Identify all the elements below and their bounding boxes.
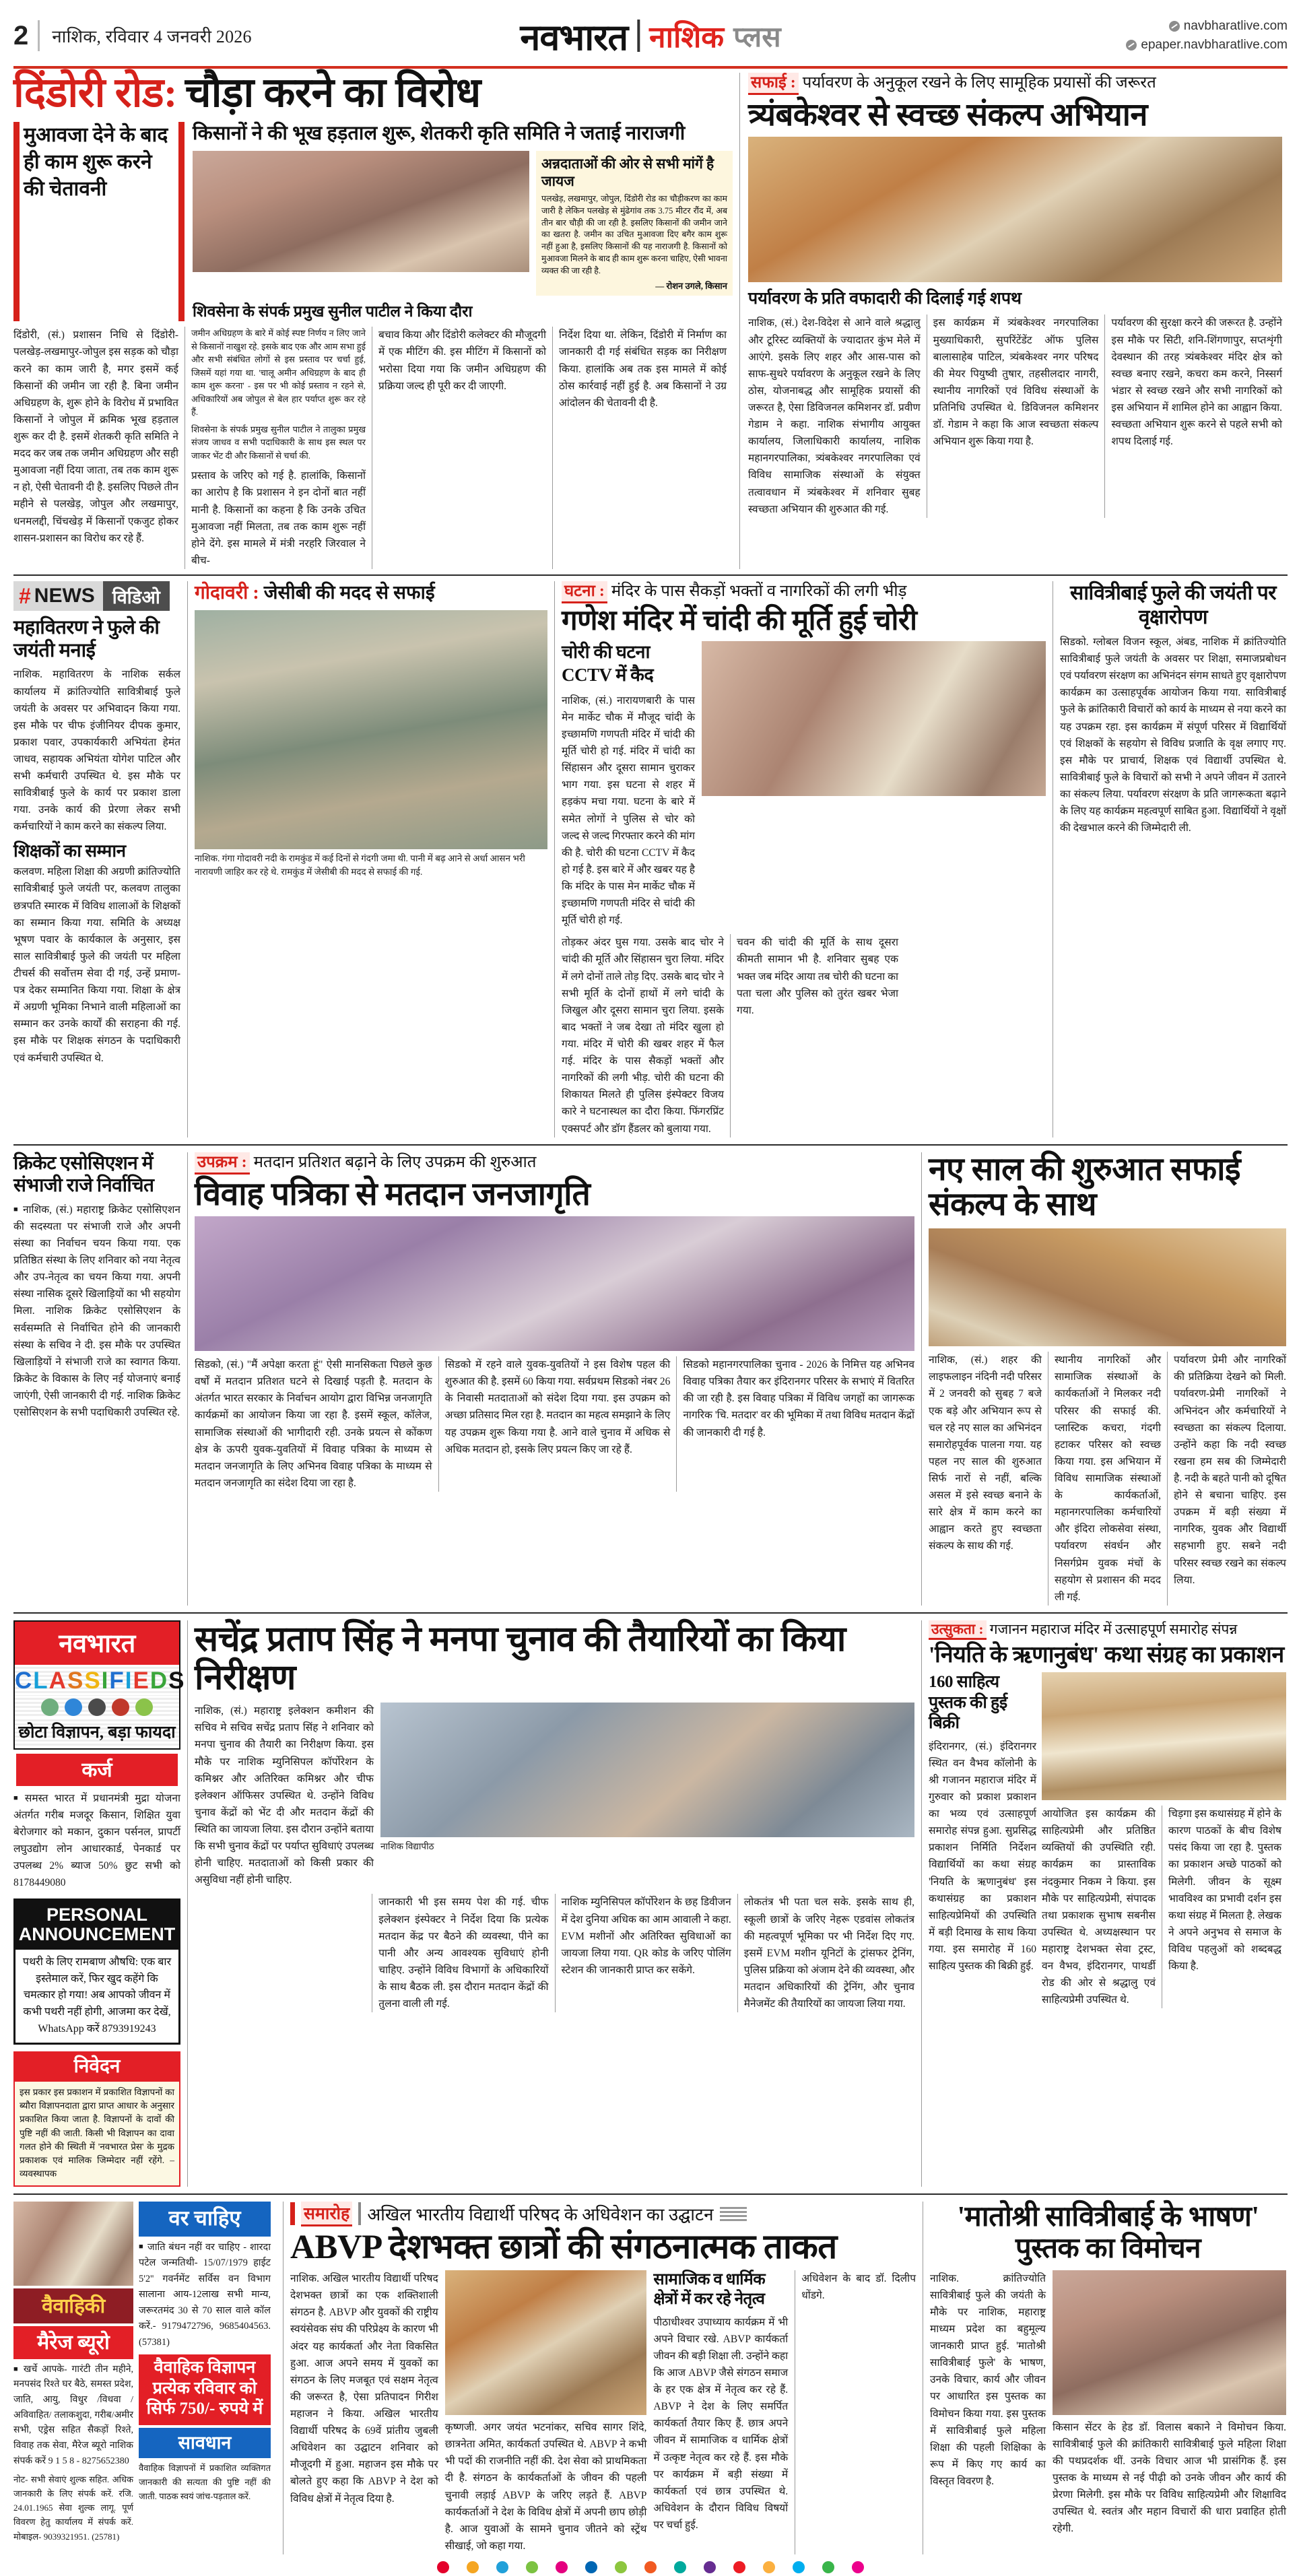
colour-dot bbox=[674, 2561, 686, 2573]
news-label: NEWS bbox=[34, 585, 95, 607]
sachendra-col-4-wrap bbox=[737, 1894, 914, 2012]
logo-nashik: नाशिक bbox=[649, 21, 725, 54]
ganesh-sidebar-wrap bbox=[562, 641, 695, 929]
savitribai-story bbox=[1053, 581, 1286, 1137]
logo-navbharat: नवभारत bbox=[520, 18, 628, 58]
colour-dot bbox=[467, 2561, 479, 2573]
classifieds-brand: नवभारत bbox=[15, 1622, 179, 1665]
classifieds-box bbox=[13, 1620, 186, 1750]
vivah-kicker-rest: मतदान प्रतिशत बढ़ाने के लिए उपक्रम की शुरुआत bbox=[253, 1153, 537, 1171]
ganesh-kicker-rest: मंदिर के पास सैकड़ों भक्तों व नागरिकों की लगी भीड़ bbox=[611, 583, 907, 601]
vivah-headline: विवाह पत्रिका से मतदान जनजागृति bbox=[195, 1176, 591, 1212]
godavari-kicker-tag: गोदावरी : bbox=[195, 583, 259, 604]
niyati-headline: 'नियति के ऋणानुबंध' कथा संग्रह का प्रकाशन bbox=[929, 1643, 1284, 1668]
warning-text: वैवाहिक विज्ञापनों में प्रकाशित व्यक्तिगत जानकारी की सत्यता की पुष्टि नहीं की जाती. पाठक स्वयं जांच-पड़ताल करें. bbox=[139, 2462, 271, 2501]
sachendra-col-2-wrap bbox=[372, 1894, 554, 2012]
trimbak-col-3 bbox=[1104, 315, 1282, 517]
lead-quote-credit: — रोशन उगले, किसान bbox=[655, 281, 727, 292]
trimbak-col-2 bbox=[927, 315, 1105, 517]
niyati-col-3: चिड़गा इस कथासंग्रह में होने के कारण पाठकों के बीच विशेष पसंद किया जा रहा है. पुस्तक का प्रकाशन अच्छे पाठकों को मिलेगी. जीवन के सूक्ष्म भावविश्व का प्रभावी दर्शन इस कथा संग्रह में मिलता है. लेखक ने अपने अनुभव से समाज के विविध पहलुओं को शब्दबद्ध किया है. bbox=[1168, 1808, 1281, 1973]
lead-col-2 bbox=[185, 327, 372, 569]
hash-icon: # bbox=[19, 583, 31, 608]
niyati-sidebar: 160 साहित्य पुस्तक की हुई बिक्री bbox=[929, 1673, 1007, 1733]
mahavitaran-body: नाशिक. महावितरण के नाशिक सर्कल कार्यालय में क्रांतिज्योति सावित्रीबाई फुले जयंती के अवसर पर अभिवादन किया गया. इस मौके पर चीफ इंजीनियर दीपक कुमार, प्रकाश पवार, उपकार्यकारी अभियंता हेमंत जाधव, सहायक अभियंता योगेश पाटिल और सभी कर्मचारी उपस्थित थे. इस मौके पर सावित्रीबाई फुले के कार्य पर प्रकाश डाला गया. उनके कार्य की प्रेरणा लेकर सभी कर्मचारियों ने काम करने का संकल्प लिया. bbox=[13, 669, 180, 833]
website-links bbox=[1126, 17, 1288, 55]
naye-saal-col-1: नाशिक, (सं.) शहर की लाइफलाइन नंदिनी नदी परिसर में 2 जनवरी को सुबह 7 बजे एक बड़े और अभियान रूप से चल रहे नए साल का अभिनंदन समारोहपूर्वक पालना गया. यह पहल नए साल की शुरुआत सिर्फ नारों से नहीं, बल्कि असल में इसे स्वच्छ बनाने के सारे क्षेत्र में काम करने का आह्वान करते हुए स्वच्छता संकल्प के साथ की गई. bbox=[929, 1354, 1042, 1552]
classifieds-ad-text: ■ समस्त भारत में प्रधानमंत्री मुद्रा योजना अंतर्गत गरीब मजदूर किसान, शिक्षित युवा बेरोजगार को मकान, दुकान पर्सनल, प्रापर्टी लघुउद्योग लोन आधारकार्ड, पेनकार्ड पर उपलब्ध 2% ब्याज 50% छुट सभी को 8178449080 bbox=[13, 1790, 180, 1892]
colour-dot bbox=[644, 2561, 657, 2573]
nivedan-heading: निवेदन bbox=[13, 2051, 180, 2082]
lead-col-4-text: निर्देश दिया था. लेकिन, दिंडोरी में निर्माण का जानकारी दी गई संबंधित सड़क का निरीक्षण किया. हालांकि अब तक इस मामले में कोई ठोस कार्रवाई नहीं हुई है. अब किसानों ने उग्र आंदोलन की चेतावनी दी है. bbox=[559, 329, 727, 409]
abvp-col-2: कृष्णजी. अगर जयंत भटनांकर, सचिव सागर शिंदे, छात्रनेता अमित, कार्यकर्ता उपस्थित थे. ABVP ने कभी भी पदों की राजनीति नहीं की. देश सेवा को प्राथमिकता दी है. संगठन के कार्यकर्ताओं के जीवन की पहली चुनावी लड़ाई ABVP के जरिए लड़ते हैं. ABVP कार्यकर्ताओं ने देश के विविध क्षेत्रों में अपनी छाप छोड़ी है. आज युवाओं के सामने चुनाव जीतने को स्ट्रेंथ सीखाई, जो कहा गया. bbox=[444, 2422, 647, 2552]
want-groom-text: ■ जाति बंधन नहीं वर चाहिए - शारदा पटेल जन्मतिथी- 15/07/1979 हाईट 5'2'' गवर्नमेंट सर्विस वन विभाग सालाना आय-12लाख सभी मान्य, जरूरतमंद 30 से 70 साल वाले कॉल करें.- 9179472796, 9685404563. (57381) bbox=[139, 2240, 271, 2350]
lead-warning-box bbox=[13, 122, 185, 322]
niyati-kicker bbox=[929, 1620, 1286, 1640]
abvp-col-1-wrap bbox=[290, 2270, 438, 2554]
sachendra-headline: सचेंद्र प्रताप सिंह ने मनपा चुनाव की तैयारियों का किया निरीक्षण bbox=[195, 1620, 846, 1698]
abvp-col-4-wrap bbox=[795, 2270, 916, 2554]
vivah-col-2-wrap bbox=[438, 1356, 677, 1492]
lead-quote-title: अन्नदाताओं की ओर से सभी मांगें है जायज bbox=[541, 155, 714, 189]
matoshri-photo bbox=[1053, 2270, 1286, 2415]
page-number: 2 bbox=[13, 20, 29, 51]
lead-col-3-text: बचाव किया और दिंडोरी कलेक्टर की मौजूदगी में एक मीटिंग की. इस मीटिंग में किसानों को भरोसा दिया गया कि जमीन अधिग्रहण की प्रक्रिया जल्द ही पूरी कर दी जाएगी. bbox=[378, 329, 546, 392]
registration-dots bbox=[13, 2554, 1288, 2576]
ganesh-kicker bbox=[562, 581, 1046, 603]
epaper-url-row[interactable] bbox=[1126, 36, 1288, 55]
trimbak-col-3-text: पर्यावरण की सुरक्षा करने की जरूरत है. उन्होंने इस मौके पर सिटी, शनि-शिंगणापुर, सप्तशृंगी देवस्थान की तरह त्र्यंबकेश्वर मंदिर क्षेत्र को स्वच्छ बनाए रखने, कचरा कम करने, निस्सर्ग भंडार से स्वच्छ रखने और सभी नागरिकों को इस अभियान में शामिल होने का आह्वान किया. स्वच्छता अभियान शुरू करने से पहले सभी को शपथ दिलाई गई. bbox=[1111, 317, 1282, 448]
matrimonial-bureau-text: ■ खर्चे आपके- गारंटी तीन महीने, मनपसंद रिश्ते घर बैठे, समस्त प्रदेश, जाति, आयु, विधुर /विधवा /अविवाहित/ तलाकशुदा, गरीब/अमीर सभी, एड्रेस सहित सैकड़ों रिश्ते, विवाह तक सेवा, मैरेज ब्यूरो नाशिक संपर्क करें 9 1 5 8 - 8275652380 bbox=[13, 2363, 133, 2470]
logo-separator bbox=[637, 20, 640, 52]
trimbak-kicker bbox=[748, 73, 1282, 95]
trimbak-col-2-text: इस कार्यक्रम में त्र्यंबकेश्वर नगरपालिका मुख्याधिकारी, सुपरिंटेंडेंट ऑफ पुलिस बालासाहेब पाटिल, त्र्यंबकेश्वर नगर परिषद की मेयर पियुष्वी तुषार, तहसीलदार नागरी, स्थानीय नागरिकों एवं विविध संस्थाओं के प्रतिनिधि उपस्थित थे. डिविजनल कमिशनर डॉ. गेडाम ने कहा कि आज स्वच्छता संकल्प अभियान शुरू किया गया है. bbox=[933, 317, 1099, 448]
lead-col-1-text: दिंडोरी, (सं.) प्रशासन निधि से दिंडोरी-पलखेड़-लखमापुर-जोपुल इस सड़क को चौड़ा करने का काम जारी है, मगर इसमें कई किसानों की जमीन जा रही है. बिना जमीन अधिग्रहण के, शुरू होने के विरोध में प्रभावित किसानों ने जोपुल में क्रमिक भूख हड़ताल शुरू कर दी है. इसमें शेतकरी कृति समिति ने मदद कर जब तक जमीन अधिग्रहण और सही मुआवजा नहीं दिया जाता, तब तक काम शुरू न हो, ऐसी चेतावनी दी है. इसलिए पिछले तीन महीने से पलखेड़, जोपुल और लखमापुर, धनमलद्दी, चिंचखेड़ में किसानों एकजुट होकर शासन-प्रशासन का विरोध कर रहे हैं. bbox=[13, 329, 178, 544]
abvp-kicker-tag: समारोह bbox=[301, 2202, 352, 2226]
news-badge-left bbox=[13, 581, 103, 611]
matrimonial-column bbox=[13, 2202, 283, 2554]
niyati-kicker-tag: उत्सुकता : bbox=[929, 1620, 987, 1640]
health-icon bbox=[135, 1698, 153, 1716]
house-icon bbox=[41, 1698, 59, 1716]
ganesh-col-2-wrap bbox=[562, 934, 730, 1137]
news-badge-right: विडिओ bbox=[103, 581, 170, 611]
colour-dot bbox=[822, 2561, 834, 2573]
epaper-url: epaper.navbharatlive.com bbox=[1141, 38, 1288, 52]
sachendra-col-2: जानकारी भी इस समय पेश की गई. चीफ इलेक्शन इंस्पेक्टर ने निर्देश दिया कि प्रत्येक मतदान केंद्र पर बैठने की व्यवस्था, पीने का पानी और अन्य आवश्यक सुविधाएं होनी चाहिए. उन्होंने विविध विभागों के अधिकारियों के साथ बैठक ली. इस दौरान मतदान केंद्रों की तुलना वाली ली गई. bbox=[378, 1896, 549, 2010]
godavari-kicker bbox=[195, 581, 547, 605]
sachendra-photo bbox=[380, 1703, 914, 1837]
news-video-badge[interactable] bbox=[13, 581, 180, 611]
niyati-col-2-wrap bbox=[1042, 1806, 1162, 2008]
classifieds-tagline: छोटा विज्ञापन, बड़ा फायदा bbox=[15, 1717, 179, 1748]
lead-col-3 bbox=[372, 327, 552, 569]
sachendra-col-3: नाशिक म्युनिसिपल कॉर्पोरेशन के छह डिवीजन में देश दुनिया अधिक का आम आवाली ने कहा. EVM मशीनों और अतिरिक्त सुविधाओं का जायजा लिया गया. QR कोड के जरिए पोलिंग स्टेशन की जानकारी प्राप्त कर सकेंगे. bbox=[561, 1896, 731, 1976]
lead-photo-caption: शिवसेना के संपर्क प्रमुख सुनील पाटील ने किया दौरा bbox=[193, 303, 473, 321]
masthead-divider bbox=[38, 20, 40, 51]
cricket-body: ■ नाशिक, (सं.) महाराष्ट्र क्रिकेट एसोसिएशन की सदस्यता पर संभाजी राजे और अपनी संस्था का निर्वाचन चयन किया गया. एक प्रतिष्ठित संस्था के लिए शनिवार को नया नेतृत्व और उप-नेतृत्व का चयन किया गया. अपनी संस्था नासिक दूसरे खिलाड़ियों का भी सहयोग मिला. नाशिक क्रिकेट एसोसिएशन के सर्वसम्मति से निर्वाचित होने की जानकारी संस्था के सचिव ने दी. इस मौके पर उपस्थित खिलाड़ियों ने संभाजी राजे का स्वागत किया. क्रिकेट के विकास के लिए नई योजनाएं बनाई जाएंगी, ऐसी जानकारी दी गई. नाशिक क्रिकेट एसोसिएशन के सभी पदाधिकारी उपस्थित रहे. bbox=[13, 1201, 180, 1421]
trimbak-photo bbox=[748, 137, 1282, 282]
sachendra-col-1-wrap bbox=[195, 1703, 374, 1888]
globe-icon bbox=[1126, 40, 1137, 51]
naye-saal-col-2: स्थानीय नागरिकों और सामाजिक संस्थाओं के कार्यकर्ताओं ने मिलकर नदी परिसर की सफाई की. प्लास्टिक कचरा, गंदगी हटाकर परिसर को स्वच्छ किया गया. इस अभियान में विविध सामाजिक संस्थाओं के कार्यकर्ताओं, महानगरपालिका कर्मचारियों और इंदिरा लोकसेवा संस्था, पर्यावरण संवर्धन और निसर्गप्रेम युवक मंचों के सहयोग से प्रशासन की मदद ली गई. bbox=[1054, 1354, 1162, 1603]
classifieds-category: कर्ज bbox=[16, 1754, 178, 1786]
lead-col-1 bbox=[13, 327, 185, 569]
vivah-col-1-wrap bbox=[195, 1356, 438, 1492]
personal-announcement-box bbox=[13, 1898, 180, 2045]
mahavitaran-headline: महावितरण ने फुले की जयंती मनाई bbox=[13, 617, 160, 662]
niyati-col-2: आयोजित इस कार्यक्रम की साहित्यप्रेमी और प्रतिष्ठित व्यक्तियों की उपस्थिति रही. कार्यक्रम का प्रास्ताविक नंदकुमार निकम ने किया. इस मौके पर साहित्यप्रेमी, संपादक तथा प्रकाशक सुभाष सबनीस उपस्थित थे. अध्यक्षस्थान पर महाराष्ट्र देशभक्त सेवा ट्रस्ट, वन वैभव, इंदिरानगर, पाथर्डी रोड की ओर से श्रद्धालु एवं साहित्यप्रेमी उपस्थित थे. bbox=[1042, 1808, 1156, 2006]
colour-dot bbox=[585, 2561, 597, 2573]
lead-quote-body: पलखेड़, लखमापुर, जोपुल, दिंडोरी रोड का चौड़ीकरण का काम जारी है लेकिन पलखेड़ से मुंढेगांव तक 3.75 मीटर रौंद में, अब तीन बार चौड़ी की जा रही है. इसलिए किसानों की जमीन जाने का खतरा है. जमीन का उचित मुआवजा दिए बगैर काम शुरू नहीं हुआ है, इसलिए किसानों की यह नाराजगी है. किसानों को मुआवजा मिलने के बाद ही काम शुरू करना चाहिए, ऐसी भावना व्यक्त की जा रही है. bbox=[541, 194, 727, 275]
shikshak-body: कलवण. महिला शिक्षा की अग्रणी क्रांतिज्योति सावित्रीबाई फुले जयंती पर, कलवण तालुका छत्रपति स्मारक में विविध शालाओं के शिक्षकों का सम्मान किया गया. समिति के अध्यक्ष भूषण पवार के कार्यकाल के अनुसार, इस साल सावित्रीबाई फुले की जयंती पर महिला टीचर्स की सर्वोत्तम सेवा दी गई, उन्हें प्रमाण-पत्र देकर सम्मानित किया गया. शिक्षा के क्षेत्र में अग्रणी भूमिका निभाने वाली महिलाओं का सम्मान कर उनके कार्यों की सराहना की गई. इस मौके पर शिक्षक संगठन के पदाधिकारी एवं कर्मचारी उपस्थित थे. bbox=[13, 866, 180, 1064]
colour-dot bbox=[763, 2561, 775, 2573]
vivah-col-3: सिडको महानगरपालिका चुनाव - 2026 के निमित्त यह अभिनव विवाह पत्रिका तैयार कर इंदिरानगर परिसर के सभाएं में वितरित की जा रही है. इस विवाह पत्रिका में विविध जगहों का जागरूक नागरिक 'चि. मतदार' वर की भूमिका में तथा विविध मतदान केंद्रों की जानकारी दी गई है. bbox=[683, 1359, 914, 1439]
masthead-rule bbox=[13, 66, 1288, 69]
matrimonial-bureau-text-2: नोट- सभी सेवाएं शुल्क सहित. अधिक जानकारी के लिए संपर्क करें. रजि. 24.01.1965 सेवा शुल्क लागू. पूर्ण विवरण हेतु कार्यालय में संपर्क करें. मोबाइल- 9039321951. (25781) bbox=[13, 2474, 133, 2542]
abvp-story bbox=[283, 2202, 923, 2554]
warning-heading: सावधान bbox=[139, 2428, 271, 2458]
sachendra-story bbox=[187, 1620, 921, 2187]
savitribai-headline: सावित्रीबाई फुले की जयंती पर वृक्षारोपण bbox=[1069, 582, 1277, 629]
nivedan-box bbox=[13, 2051, 180, 2187]
abvp-photo bbox=[445, 2270, 647, 2415]
godavari-photo bbox=[195, 610, 547, 849]
personal-announcement-text: पथरी के लिए रामबाण औषधि: एक बार इस्तेमाल करें, फिर खुद कहेंगे कि चमत्कार हो गया! अब आपको जीवन में कभी पथरी नहीं होगी, आजमा कर देखें, WhatsApp करें 8793919243 bbox=[22, 1956, 172, 2035]
dateline: नाशिक, रविवार 4 जनवरी 2026 bbox=[52, 27, 252, 46]
naye-saal-headline: नए साल की शुरुआत सफाई संकल्प के साथ bbox=[929, 1151, 1241, 1223]
section-rule-2 bbox=[13, 1144, 1288, 1146]
ganesh-sidebar: चोरी की घटना CCTV में कैद bbox=[562, 642, 654, 686]
vivah-story bbox=[187, 1152, 921, 1606]
colour-dot bbox=[704, 2561, 716, 2573]
matoshri-headline: 'मातोश्री सावित्रीबाई के भाषण' पुस्तक का विमोचन bbox=[957, 2201, 1259, 2264]
sachendra-col-1: नाशिक, (सं.) महाराष्ट्र इलेक्शन कमीशन की सचिव मे सचिव सचेंद्र प्रताप सिंह ने शनिवार को मनपा चुनाव की तैयारी का निरीक्षण किया. इस मौके पर नाशिक म्युनिसिपल कॉर्पोरेशन के कमिश्नर और अतिरिक्त कमिश्नर और चीफ इलेक्शन ऑफिसर उपस्थित थे. उन्होंने विविध चुनाव केंद्रों को भेंट दी और मतदान केंद्रों की स्थिति का जायजा लिया. इस दौरान उन्होंने बताया कि सभी चुनाव केंद्रों पर पर्याप्त सुविधाएं उपलब्ध होनी चाहिए. मतदाताओं को किसी प्रकार की असुविधा नहीं होनी चाहिए. bbox=[195, 1705, 374, 1886]
cricket-story bbox=[13, 1152, 187, 1606]
personal-announcement-heading: PERSONAL ANNOUNCEMENT bbox=[15, 1901, 178, 1950]
matrimonial-bureau-heading: मैरेज ब्यूरो bbox=[13, 2326, 133, 2359]
abvp-kicker-rest: अखिल भारतीय विद्यार्थी परिषद के अधिवेशन का उद्घाटन bbox=[367, 2205, 714, 2225]
matrimonial-brand-wrap bbox=[13, 2202, 133, 2544]
cricket-headline: क्रिकेट एसोसिएशन में संभाजी राजे निर्वाचित bbox=[13, 1152, 154, 1197]
lead-headline-black: चौड़ा करने का विरोध bbox=[185, 71, 481, 116]
vivah-kicker-tag: उपक्रम : bbox=[195, 1152, 250, 1175]
matrimonial-photo bbox=[13, 2202, 133, 2286]
lead-sub-caption: जमीन अधिग्रहण के बारे में कोई स्पष्ट निर्णय न लिए जाने से किसानों नाखुश रहे. इसके बाद एक और आम सभा हुई और सभी संबंधित लोगों से इस प्रस्ताव पर चर्चा हुई, जिसमें यहां गया था. 'चालू अमीन अधिग्रहण के बाद ही काम शुरू करना' - इस पर भी कोई प्रस्ताव न रहने से, अधिकारियों अब जोपुल से बेल हार पर्याप्त शुरू कर रहे हैं. bbox=[191, 328, 366, 418]
godavari-story bbox=[187, 581, 554, 1137]
matoshri-col-1-wrap bbox=[930, 2270, 1046, 2538]
site-url-row[interactable] bbox=[1126, 17, 1288, 36]
lead-warning-text: मुआवजा देने के बाद ही काम शुरू करने की चेतावनी bbox=[24, 123, 168, 200]
savitribai-body: सिडको. ग्लोबल विजन स्कूल, अंबड, नाशिक में क्रांतिज्योति सावित्रीबाई फुले जयंती के अवसर पर शिक्षा, समाजप्रबोधन एवं पर्यावरण संरक्षण का अभिनंदन संगम साधते हुए वृक्षारोपण कार्यक्रम का उत्साहपूर्वक आयोजन किया गया. सावित्रीबाई फुले के क्रांतिकारी विचारों को कार्य के माध्यम से नया करने का यह उपक्रम रहा. इस कार्यक्रम में संपूर्ण परिसर में विद्यार्थियों एवं शिक्षकों के सहयोग से विविध प्रजाति के वृक्ष लगाए गए. इस मौके पर प्राचार्य, शिक्षक एवं विद्यार्थी उपस्थित थे. सावित्रीबाई फुले के विचारों को सभी ने अपने जीवन में उतारने का संकल्प लिया. पर्यावरण संरक्षण के प्रति जागरूकता बढ़ाने के लिए यह कार्यक्रम महत्वपूर्ण साबित हुआ. विद्यार्थियों ने वृक्षों की देखभाल करने की जिम्मेदारी ली. bbox=[1060, 636, 1286, 834]
ganesh-col-3: चवन की चांदी की मूर्ति के साथ दूसरा कीमती सामान भी है. शनिवार सुबह एक भक्त जब मंदिर आया तब चोरी की घटना का पता चला और पुलिस को तुरंत खबर भेजा गया. bbox=[737, 937, 898, 1016]
classifieds-icon-row bbox=[15, 1696, 179, 1717]
logo-plus: प्लस bbox=[733, 22, 781, 53]
godavari-kicker-rest: जेसीबी की मदद से सफाई bbox=[263, 583, 435, 604]
abvp-col-3-wrap bbox=[653, 2270, 788, 2554]
godavari-caption: नाशिक. गंगा गोदावरी नदी के रामकुंड में कई दिनों से गंदगी जमा थी. पानी में बढ़ आने से अर्धा आसन भरी नारायणी जाहिर कर रहे थे. रामकुंड में जेसीबी की मदद से सफाई की गई. bbox=[195, 853, 525, 877]
paper-logo bbox=[520, 11, 780, 61]
classifieds-word: CLASSIFIEDS bbox=[15, 1665, 179, 1696]
classifieds-column bbox=[13, 1620, 187, 2187]
abvp-col-1: नाशिक. अखिल भारतीय विद्यार्थी परिषद देशभक्त छात्रों का एक शक्तिशाली संगठन है. ABVP और युवकों की राष्ट्रीय स्वयंसेवक संघ की परिप्रेक्ष्य के कारण भी अंदर यह कार्यकर्ता और नेता विकसित हुआ. आज अपने समय में युवकों का संगठन के लिए मजबूत एवं सक्षम नेतृत्व की जरूरत है, ऐसा प्रतिपादन गिरीश महाजन ने किया. अखिल भारतीय विद्यार्थी परिषद के 69वें प्रांतीय जुबली अधिवेशन का उद्घाटन शनिवार को मौजूदगी में हुआ. महाजन इस मौके पर बोलते हुए कहा कि ABVP ने देश को विविध क्षेत्रों में नेतृत्व दिया है. bbox=[290, 2273, 438, 2505]
matrimonial-ads-wrap bbox=[139, 2202, 271, 2544]
colour-dot bbox=[793, 2561, 805, 2573]
colour-dot bbox=[526, 2561, 538, 2573]
vivah-col-3-wrap bbox=[676, 1356, 914, 1492]
graduation-cap-icon bbox=[88, 1698, 106, 1716]
niyati-kicker-rest: गजानन महाराज मंदिर में उत्साहपूर्ण समारोह संपन्न bbox=[989, 1620, 1238, 1637]
naye-saal-col-3: पर्यावरण प्रेमी और नागरिकों की प्रतिक्रिया देखने को मिली. पर्यावरण-प्रेमी नागरिकों ने अभिनंदन और कर्मचारियों ने स्वच्छता का संकल्प दिलाया. उन्होंने कहा कि नदी स्वच्छ रखना हम सब की जिम्मेदारी है. नदी के बहते पानी को दूषित होने से बचाना चाहिए. इस उपक्रम में बड़ी संख्या में नागरिक, युवक और विद्यार्थी सहभागी हुए. सबने नदी परिसर स्वच्छ रखने का संकल्प लिया. bbox=[1174, 1354, 1286, 1586]
vivah-photo bbox=[195, 1216, 914, 1351]
vivah-kicker bbox=[195, 1152, 914, 1175]
sachendra-col-4: लोकतंत्र भी पता चल सके. इसके साथ ही, स्कूली छात्रों के जरिए नेहरू एडवांस लोकतंत्र की महत्वपूर्ण भूमिका पर भी निर्देश दिए गए. इसमें EVM मशीन यूनिटों के ट्रांसफर ट्रेनिंग, पुलिस प्रक्रिया को अंजाम देने की व्यवस्था, और मतदान अधिकारियों की ट्रेनिंग, और चुनाव मैनेजमेंट की तैयारियों का जायजा लिया गया. bbox=[743, 1896, 915, 2010]
naye-saal-photo bbox=[929, 1228, 1286, 1346]
naye-saal-story bbox=[921, 1152, 1286, 1606]
trimbak-headline: त्र्यंबकेश्वर से स्वच्छ संकल्प अभियान bbox=[748, 98, 1148, 133]
colour-dot bbox=[437, 2561, 449, 2573]
naye-saal-col-3-wrap bbox=[1167, 1352, 1286, 1606]
stacked-lines-icon bbox=[720, 2205, 747, 2223]
niyati-sidebar-wrap bbox=[929, 1672, 1036, 2008]
shikshak-headline: शिक्षकों का सम्मान bbox=[13, 840, 126, 861]
lead-story bbox=[13, 73, 739, 569]
ganesh-photo bbox=[702, 641, 1046, 796]
lead-subhead: किसानों ने की भूख हड़ताल शुरू, शेतकरी कृति समिति ने जताई नाराजगी bbox=[193, 122, 686, 144]
sachendra-col-3-wrap bbox=[555, 1894, 737, 2012]
niyati-photo bbox=[1042, 1672, 1286, 1800]
abvp-sidebar: सामाजिक व धार्मिक क्षेत्रों में कर रहे नेतृत्व bbox=[653, 2271, 766, 2309]
masthead bbox=[13, 9, 1288, 62]
section-rule-4 bbox=[13, 2193, 1288, 2195]
section-rule-3 bbox=[13, 1612, 1288, 1614]
section-rule-1 bbox=[13, 574, 1288, 576]
colour-dot bbox=[556, 2561, 568, 2573]
trimbak-photo-caption: पर्यावरण के प्रति वफादारी की दिलाई गई शपथ bbox=[748, 290, 1022, 308]
colour-dot bbox=[733, 2561, 745, 2573]
ganesh-story bbox=[554, 581, 1053, 1137]
matoshri-col-2: किसान सेंटर के हेड डॉ. विलास बकाने ने विमोचन किया. सावित्रीबाई फुले की क्रांतिकारी सावित्रीबाई फुले महिला शिक्षा की पथप्रदर्शक थीं. उनके विचार आज भी प्रासंगिक हैं. इस पुस्तक के माध्यम से नई पीढ़ी को उनके जीवन और कार्य की प्रेरणा मिलेगी. इस मौके पर विविध साहित्यप्रेमी और शिक्षाविद उपस्थित थे. स्वतंत्र और महान विचारों की धारा प्रवाहित होती रहेगी. bbox=[1053, 2421, 1286, 2535]
matoshri-story bbox=[923, 2202, 1286, 2554]
abvp-col-4: अधिवेशन के बाद डॉ. दिलीप धोंडगे. bbox=[801, 2273, 916, 2302]
trimbak-col-1-text: नाशिक, (सं.) देश-विदेश से आने वाले श्रद्धालु और टूरिस्ट व्यक्तियों के ज्यादातर कुंभ मेले में आएंगे. इसके लिए शहर और आस-पास को साफ-सुथरे पर्यावरण के अनुकूल रखने के लिए ठोस, योजनाबद्ध और सामूहिक प्रयासों की जरूरत है, ऐसा डिविजनल कमिशनर डॉ. प्रवीण गेडाम ने कहा. नाशिक संभागीय आयुक्त कार्यालय, जिलाधिकारी कार्यालय, नाशिक महानगरपालिका, त्र्यंबकेश्वर नगरपालिका एवं विविध सामाजिक संस्थाओं के संयुक्त तत्वावधान में त्र्यंबकेश्वर में शनिवार सुबह स्वच्छता अभियान की शुरुआत की गई. bbox=[748, 317, 921, 515]
niyati-col-1: इंदिरानगर, (सं.) इंदिरानगर स्थित वन वैभव कॉलोनी के श्री गजानन महाराज मंदिर में गुरुवार को प्रकाश प्रकाशन का भव्य एवं उत्साहपूर्ण समारोह संपन्न हुआ. सुप्रसिद्ध प्रकाशन निर्मिति निर्देशन विद्यार्थियों का कथा संग्रह 'नियति के ऋणानुबंध' इस कथासंग्रह का प्रकाशन साहित्यप्रेमियों की उपस्थिति में बड़ी दिमाख के साथ किया गया. इस समारोह में 160 साहित्य पुस्तक की बिक्री हुई. bbox=[929, 1740, 1036, 1973]
wheel-icon bbox=[112, 1698, 129, 1716]
lead-headline-red: दिंडोरी रोड: bbox=[13, 71, 177, 116]
sunday-offer: वैवाहिक विज्ञापन प्रत्येक रविवार को सिर्फ 750/- रुपये में bbox=[139, 2354, 271, 2425]
ganesh-headline: गणेश मंदिर में चांदी की मूर्ति हुई चोरी bbox=[562, 605, 917, 637]
want-groom-heading: वर चाहिए bbox=[139, 2202, 271, 2237]
trimbak-kicker-tag: सफाई : bbox=[748, 73, 799, 95]
nivedan-text: इस प्रकार इस प्रकाशन में प्रकाशित विज्ञापनों का ब्यौरा विज्ञापनदाता द्वारा प्राप्त आधार के अनुसार प्रकाशित किया जाता है. विज्ञापनों के दावों की पुष्टि नहीं की जाती. किसी भी विज्ञापन का दावा गलत होने की स्थिती में 'नवभारत प्रेस' के मुद्रक प्रकाशक एवं मालिक जिम्मेदार नहीं रहेंगे. – व्यवस्थापक bbox=[13, 2082, 180, 2187]
trimbak-kicker-rest: पर्यावरण के अनुकूल रखने के लिए सामूहिक प्रयासों की जरूरत bbox=[802, 74, 1156, 92]
site-url: navbharatlive.com bbox=[1183, 18, 1288, 33]
lead-col-2-text: प्रस्ताव के जरिए को गई है. हालांकि, किसानों का आरोप है कि प्रशासन ने इन दोनों बात नहीं मानी है. किसानों का कहना है कि उनके उचित मुआवजा नहीं मिलता, तब तक काम शुरू नहीं होने देंगे. इस मामले में मंत्री नरहरि जिरवाल ने बीच- bbox=[191, 470, 366, 566]
search-icon bbox=[65, 1698, 82, 1716]
trimbak-story bbox=[739, 73, 1282, 569]
niyati-col-3-wrap bbox=[1162, 1806, 1281, 2008]
colour-dot bbox=[852, 2561, 864, 2573]
niyati-story bbox=[921, 1620, 1286, 2187]
lead-quote-panel bbox=[536, 151, 733, 296]
naye-saal-col-2-wrap bbox=[1048, 1352, 1167, 1606]
trimbak-col-1 bbox=[748, 315, 927, 517]
mahavitaran-story bbox=[13, 581, 187, 1137]
vivah-col-2: सिडको में रहने वाले युवक-युवतियों ने इस विशेष पहल की शुरुआत की है. इसमें 60 किया गया. सर्वप्रथम सिडको नंबर 26 के निवासी मतदाताओं को संदेश दिया गया. इस उपक्रम को अच्छा प्रतिसाद मिल रहा है. मतदान का महत्व समझाने के लिए यह उपक्रम शुरू किया गया है. आने वाले चुनाव में अधिक से अधिक मतदान हो, इसके लिए प्रयत्न किए जा रहे हैं. bbox=[444, 1359, 671, 1455]
globe-icon bbox=[1169, 21, 1180, 32]
naye-saal-col-1-wrap bbox=[929, 1352, 1048, 1606]
abvp-headline: ABVP देशभक्त छात्रों की संगठनात्मक ताकत bbox=[290, 2228, 837, 2266]
abvp-kicker bbox=[290, 2202, 916, 2226]
ganesh-col-2: तोड़कर अंदर घुस गया. उसके बाद चोर ने चांदी की मूर्ति और सिंहासन चुरा लिया. मंदिर में लगे दोनों ताले तोड़ दिए. उसके बाद चोर ने सभी मूर्ति के दोनों हाथों में लगे चांदी के जिखुल और दूसरा सामान चुरा लिया. इसके बाद भक्तों ने जब देखा तो मंदिर खुला हो गया. मंदिर में चोरी की खबर शहर में फैल गई. मंदिर के पास सैकड़ों भक्तों और नागरिकों की लगी भीड़. चोरी की घटना की शिकायत मिलते ही पुलिस इंस्पेक्टर विजय कारे ने घटनास्थल का दौरा किया. फिंगरप्रिंट एक्सपर्ट और डॉग हैंडलर को बुलाया गया. bbox=[562, 937, 724, 1135]
ganesh-kicker-tag: घटना : bbox=[562, 581, 607, 603]
lead-sub-caption-2: शिवसेना के संपर्क प्रमुख सुनील पाटील ने तालुका प्रमुख संजय जाधव व सभी पदाधिकारी के साथ इस स्थल पर जाकर भेंट दी और किसानों से चर्चा की. bbox=[191, 424, 366, 461]
matoshri-col-1: नाशिक. क्रांतिज्योति सावित्रीबाई फुले की जयंती के मौके पर नाशिक, महाराष्ट्र माध्यम प्रदेश का बहुमूल्य जानकारी प्राप्त हुई. 'मातोश्री सावित्रीबाई फुले' के भाषण, उनके विचार, कार्य और जीवन पर आधारित इस पुस्तक का विमोचन किया गया. इस पुस्तक में सावित्रीबाई फुले महिला शिक्षा की पहली शिक्षिका के रूप में किए गए कार्य का विस्तृत विवरण है. bbox=[930, 2272, 1046, 2487]
ganesh-col-3-wrap bbox=[730, 934, 898, 1137]
sachendra-caption: नाशिक विद्यापीठ bbox=[380, 1841, 434, 1852]
lead-col-4 bbox=[552, 327, 733, 569]
abvp-col-3: पीठाधीश्वर उपाध्याय कार्यक्रम में भी अपने विचार रखे. ABVP कार्यकर्ता जीवन की बड़ी शिक्षा ली. उन्होंने कहा कि आज ABVP जैसे संगठन समाज के हर एक क्षेत्र में नेतृत्व कर रहे हैं. ABVP ने देश के लिए समर्पित कार्यकर्ता तैयार किए हैं. छात्र अपने जीवन में सामाजिक व धार्मिक क्षेत्रों में उत्कृष्ट नेतृत्व कर रहे हैं. इस मौके पर कार्यक्रम में बड़ी संख्या में कार्यकर्ता एवं छात्र उपस्थित थे. अधिवेशन के दौरान विविध विषयों पर चर्चा हुई. bbox=[653, 2316, 789, 2531]
colour-dot bbox=[496, 2561, 508, 2573]
lead-photo bbox=[193, 151, 529, 272]
ganesh-col-1: नाशिक, (सं.) नारायणबारी के पास मेन मार्केट चौक में मौजूद चांदी के इच्छामणि गणपती मंदिर में चांदी की मूर्ति चोरी हो गई. मंदिर में चांदी का सिंहासन और दूसरा सामान चुराकर भाग गया. इस घटना से शहर में हड़कंप मचा गया. घटना के बारे में समेत लोगों ने पुलिस से चोर को जल्द से जल्द गिरफ्तार करने की मांग की है. चोरी की घटना CCTV में कैद हो गई है. इस बारे में और खबर यह है कि मंदिर के पास मेन मार्केट चौक में इच्छामणि गणपती मंदिर से चांदी की मूर्ति चोरी हो गई. bbox=[562, 694, 695, 927]
vivah-col-1: सिडको, (सं.) "मैं अपेक्षा करता हूं" ऐसी मानसिकता पिछले कुछ वर्षों में मतदान प्रतिशत घटने से दिखाई पड़ती है. मतदान के अंतर्गत भारत सरकार के निर्वाचन आयोग द्वारा विभिन्न जनजागृति कार्यक्रमों का आयोजन किया जा रहा है. इसमें स्कूल, कॉलेज, सामाजिक संस्थाओं की भागीदारी रही. उनके प्रयत्न से कोंकण क्षेत्र के ऊपरी युवक-युवतियों में विवाह पत्रिका के माध्यम से मतदान जनजागृति के लिए अभिनव विवाह पत्रिका के माध्यम से मतदान जनजागृति का संदेश दिया जा रहा है. bbox=[195, 1359, 432, 1489]
matrimonial-brand: वैवाहिकी bbox=[13, 2288, 133, 2323]
colour-dot bbox=[615, 2561, 627, 2573]
